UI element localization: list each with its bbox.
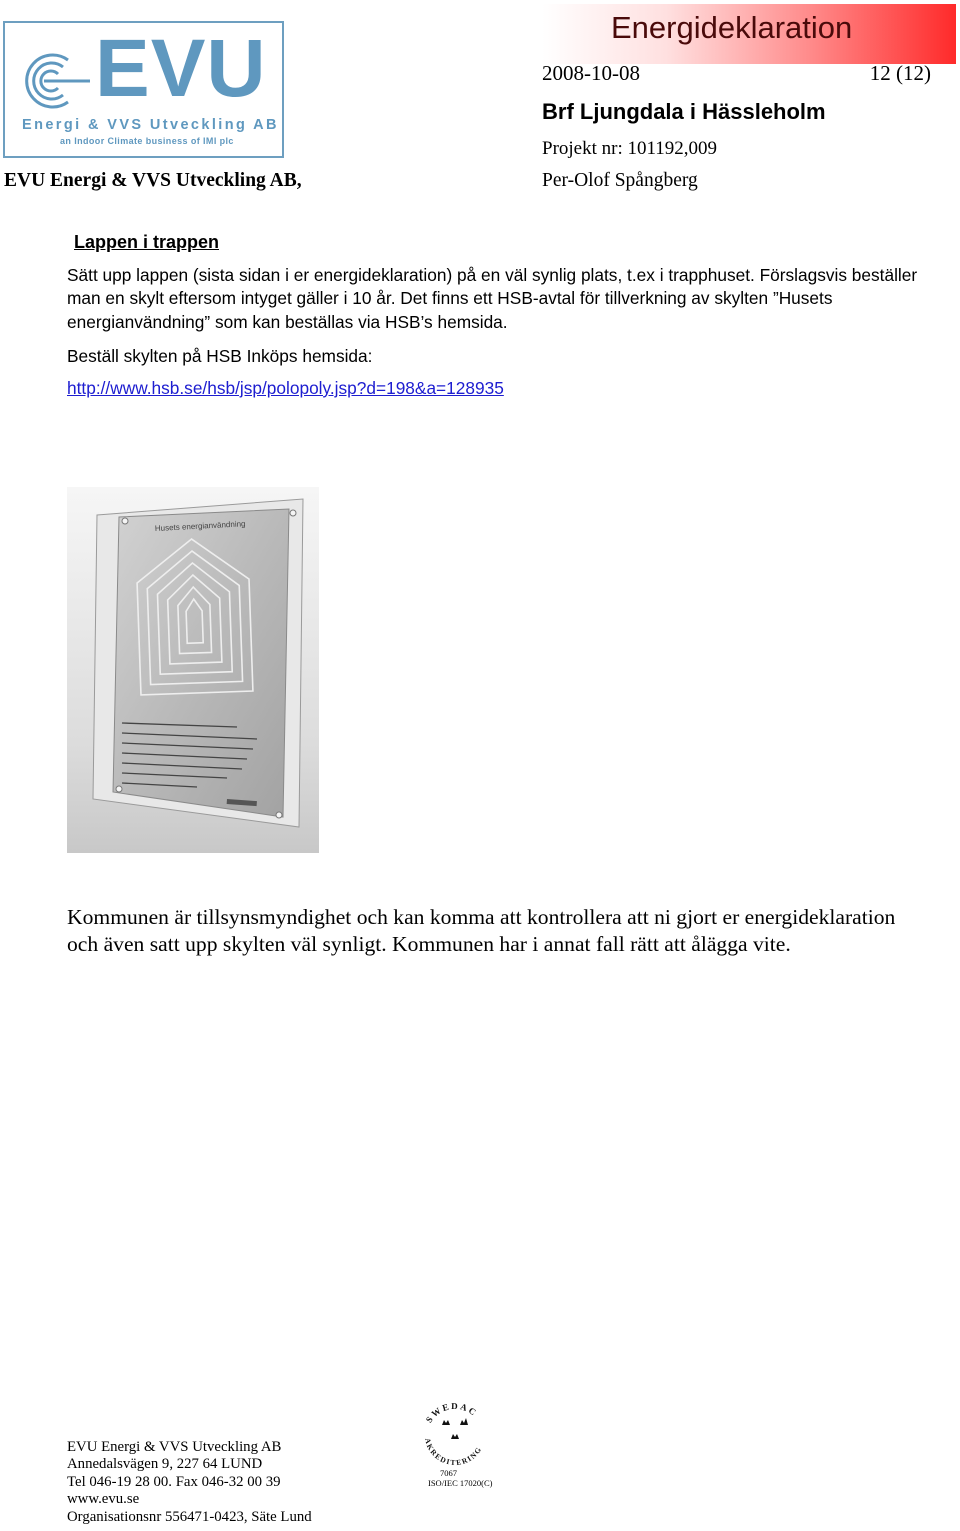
footer-company-name: EVU Energi & VVS Utveckling AB (67, 1439, 282, 1455)
company-name: EVU Energi & VVS Utveckling AB, (4, 170, 302, 191)
logo-subtagline: an Indoor Climate business of IMI plc (60, 136, 234, 146)
sign-title-text: Husets energianvändning (154, 519, 246, 533)
author-name: Per-Olof Spångberg (542, 170, 698, 191)
logo-wordmark: EVU (95, 23, 267, 114)
svg-text:AKREDITERING: AKREDITERING (423, 1437, 484, 1468)
document-title: Energideklaration (611, 10, 853, 45)
hsb-order-link[interactable]: http://www.hsb.se/hsb/jsp/polopoly.jsp?d=198&a=128935 (67, 378, 504, 398)
swedac-number: 7067 (440, 1468, 457, 1478)
section-heading: Lappen i trappen (74, 232, 220, 252)
page-number: 12 (12) (869, 61, 931, 85)
footer-website: www.evu.se (67, 1491, 140, 1507)
project-number: Projekt nr: 101192,009 (542, 138, 718, 159)
evu-swirl-logo-icon (22, 48, 94, 114)
energy-sign-photo (67, 487, 319, 853)
document-date: 2008-10-08 (542, 61, 640, 85)
swedac-iso-standard: ISO/IEC 17020(C) (428, 1478, 493, 1488)
logo-tagline: Energi & VVS Utveckling AB (22, 117, 279, 133)
swedac-accreditation-icon (417, 1401, 493, 1469)
footer-phone: Tel 046-19 28 00. Fax 046-32 00 39 (67, 1474, 281, 1490)
order-instruction: Beställ skylten på HSB Inköps hemsida: (67, 346, 373, 366)
association-name: Brf Ljungdala i Hässleholm (542, 99, 826, 124)
instruction-paragraph: Sätt upp lappen (sista sidan i er energideklaration) på en väl synlig plats, t.ex i trapphuset. Förslagsvis beställer man en skylt eftersom intyget gäller i 10 år. Det finns ett HSB-avtal för tillverkning av skylten ”Husets energianvändning” som kan beställas via HSB’s hemsida. (67, 265, 918, 332)
svg-text:SWEDAC: SWEDAC (423, 1401, 480, 1425)
footer-org-number: Organisationsnr 556471-0423, Säte Lund (67, 1509, 312, 1525)
municipality-notice: Kommunen är tillsynsmyndighet och kan komma att kontrollera att ni gjort er energideklaration och även satt upp skylten väl synligt. Kommunen har i annat fall rätt att ålägga vite. (67, 905, 896, 956)
footer-address: Annedalsvägen 9, 227 64 LUND (67, 1456, 263, 1472)
